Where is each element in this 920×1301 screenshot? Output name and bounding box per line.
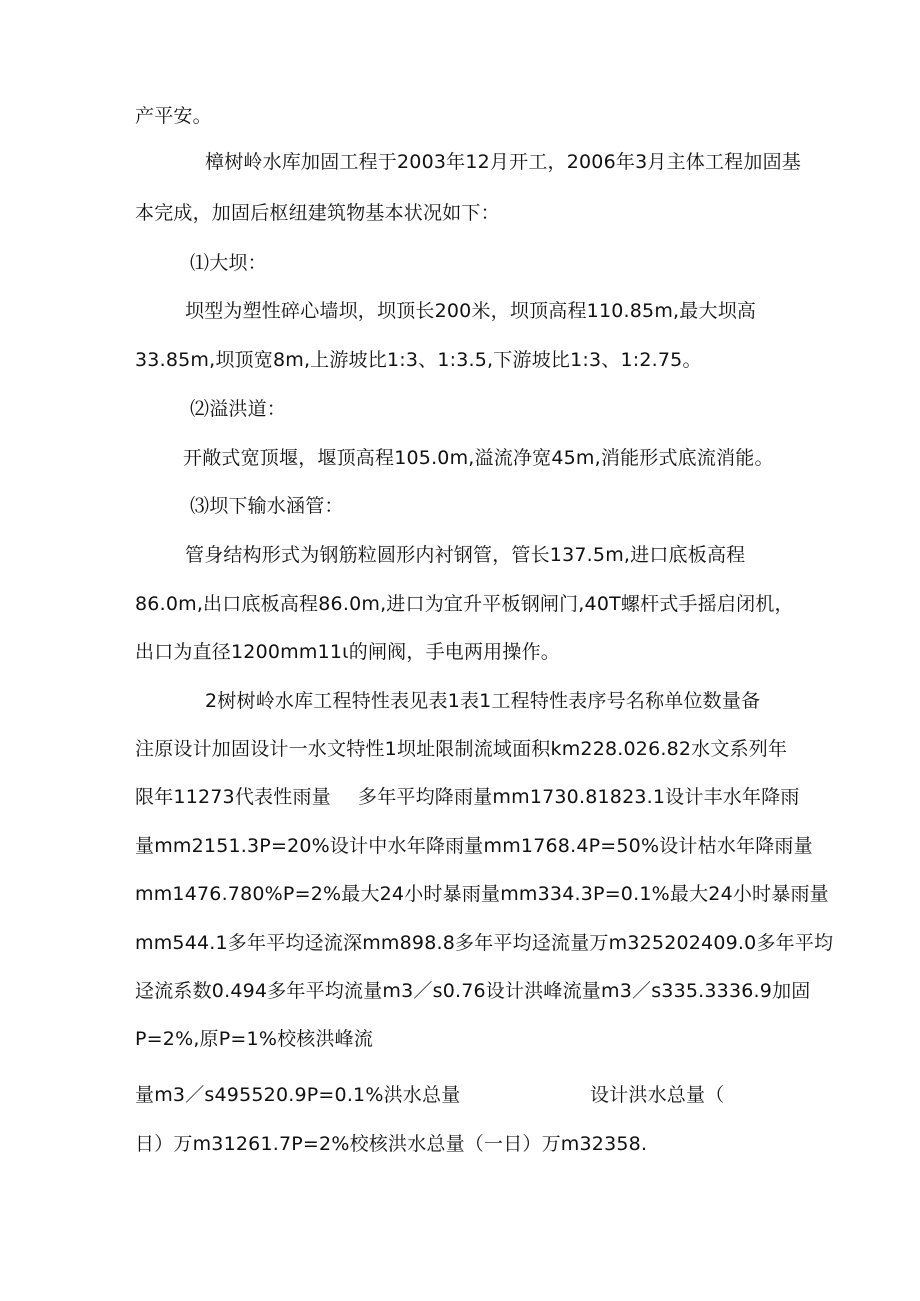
text-line: 樟树岭水库加固工程于2003年12月开工，2006年3月主体工程加固基: [205, 151, 801, 173]
text-line: 产平安。: [135, 105, 212, 127]
text-line: 量m3／s495520.9P=0.1%洪水总量: [135, 1084, 461, 1106]
text-line: 出口为直径1200mm11ι的闸阀，手电两用操作。: [135, 641, 560, 663]
text-line: ⑵溢洪道：: [190, 398, 287, 420]
text-line: 迳流系数0.494多年平均流量m3／s0.76设计洪峰流量m3／s335.3336.9加固: [135, 980, 811, 1002]
text-line: 坝型为塑性碎心墙坝，坝顶长200米，坝顶高程110.85m,最大坝高: [185, 300, 757, 322]
text-line: ⑴大坝：: [190, 252, 267, 274]
text-line: 2树树岭水库工程特性表见表1表1工程特性表序号名称单位数量备: [205, 690, 761, 712]
text-line: 多年平均降雨量mm1730.81823.1设计丰水年降雨: [358, 786, 800, 808]
text-line: 33.85m,坝顶宽8m,上游坡比1:3、1:3.5,下游坡比1:3、1:2.75。: [135, 349, 702, 371]
text-line: mm544.1多年平均迳流深mm898.8多年平均迳流量万m325202409.0多年平均: [135, 932, 834, 954]
text-line: P=2%,原P=1%校核洪峰流: [135, 1028, 374, 1050]
text-line: 限年11273代表性雨量: [135, 786, 331, 808]
text-line: 注原设计加固设计一水文特性1坝址限制流域面积km228.026.82水文系列年: [135, 738, 788, 760]
text-line: 86.0m,出口底板高程86.0m,进口为宜升平板钢闸门,40T螺杆式手摇启闭机，: [135, 593, 794, 615]
text-line: mm1476.780%P=2%最大24小时暴雨量mm334.3P=0.1%最大24小时暴雨量: [135, 883, 829, 905]
text-line: 量mm2151.3P=20%设计中水年降雨量mm1768.4P=50%设计枯水年降雨量: [135, 835, 813, 857]
text-line: 管身结构形式为钢筋粒圆形内衬钢管，管长137.5m,进口底板高程: [185, 544, 746, 566]
text-line: 本完成，加固后枢纽建筑物基本状况如下：: [135, 202, 500, 224]
text-line: 开敞式宽顶堰，堰顶高程105.0m,溢流净宽45m,消能形式底流消能。: [183, 447, 774, 469]
text-line: ⑶坝下输水涵管：: [190, 495, 344, 517]
text-line: 设计洪水总量（: [590, 1084, 725, 1106]
text-line: 日）万m31261.7P=2%校核洪水总量（一日）万m32358.: [135, 1133, 648, 1155]
